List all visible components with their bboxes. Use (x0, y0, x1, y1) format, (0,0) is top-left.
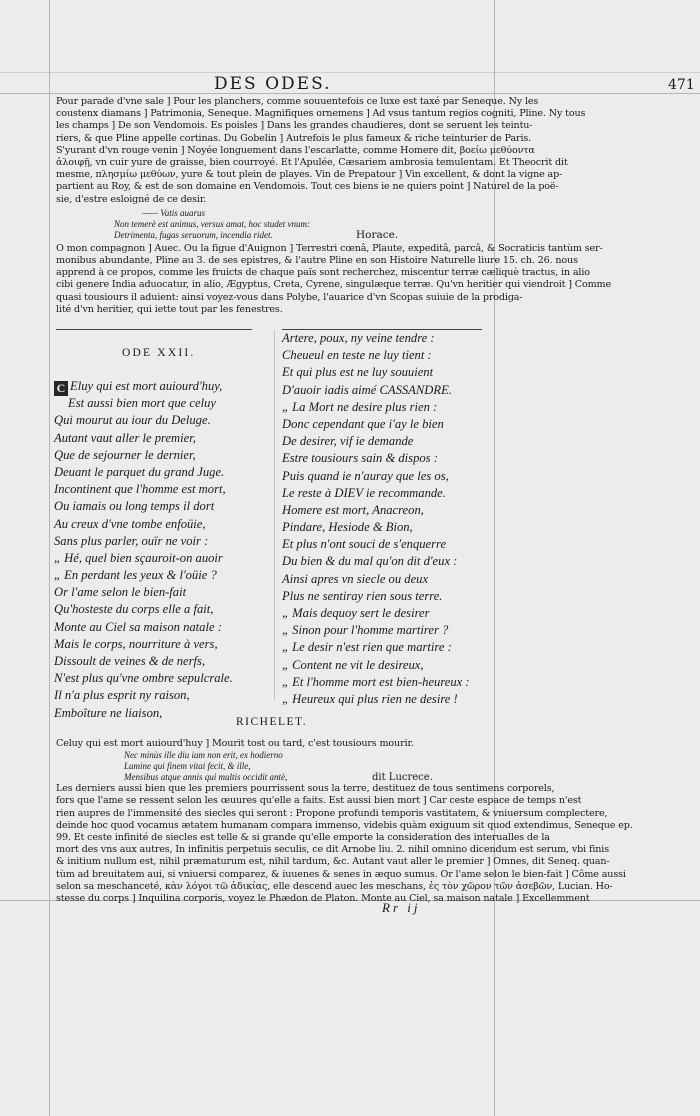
page-number: 471 (668, 77, 695, 93)
poem-line: Pindare, Hesiode & Bion, (282, 520, 413, 535)
poem-line: „ Heureux qui plus rien ne desire ! (282, 691, 458, 706)
poem-line: Artere, poux, ny veine tendre : (282, 331, 435, 345)
poem-line: Estre tousiours sain & dispos : (282, 451, 438, 466)
poem-line: Il n'a plus esprit ny raison, (54, 688, 190, 703)
note-line: monibus abundante, Pline au 3. de ses epistres, & l'autre Pline en son Histoire Naturelle liure 15. ch. 26. nous (56, 255, 578, 267)
poem-line: „ Mais dequoy sert le desirer (282, 606, 430, 620)
poem-line: „ Et l'homme mort est bien-heureux : (282, 674, 470, 689)
verse-line: Nec minùs ille diu iam non erit, ex hodierno (124, 750, 283, 761)
poem-line: „ Hé, quel bien sçauroit-on auoir (54, 550, 223, 565)
poem-line: Autant vaut aller le premier, (54, 430, 196, 445)
note-line: sie, d'estre esloigné de ce desir. (56, 193, 207, 205)
note-line: O mon compagnon ] Auec. Ou la figue d'Auignon ] Terrestri cœnâ, Plaute, expeditâ, parcâ, & Socraticis tantùm ser- (56, 242, 603, 254)
annotation-notes (56, 96, 612, 316)
poem-line-text: Eluy qui est mort auiourd'huy, (70, 379, 223, 393)
note-line: rien aupres de l'immensité des siecles qui seront : Propone profundi temporis vastitatem, & vniuersum complectere, (56, 807, 608, 819)
note-line: Pour parade d'vne sale ] Pour les planchers, comme souuentefois ce luxe est taxé par Seneque. Ny les (56, 96, 539, 107)
poem-line: „ En perdant les yeux & l'oüie ? (54, 568, 217, 583)
note-line: tùm ad breuitatem aui, si vniuersi comparez, & iuuenes & senes in æquo sumus. Or l'ame selon le bien-fait ] Côme aussi (56, 868, 626, 880)
poem-line (54, 378, 233, 395)
note-line: quasi tousiours il aduient: ainsi voyez-vous dans Polybe, l'auarice d'vn Scopas suiuie de la prodiga- (56, 291, 523, 303)
verse-line: Non temerè est animus, versus amat, hoc studet vnum: (114, 218, 310, 229)
note-line: deinde hoc quod vocamus ætatem humanam compara immenso, videbis quàm exiguum sit quod extendimus, Seneque ep. (56, 819, 633, 831)
poem-line: Mais le corps, nourriture à vers, (54, 636, 218, 651)
poem-line: N'est plus qu'vne ombre sepulcrale. (54, 671, 233, 686)
note-line: partient au Roy, & est de son domaine en Vendomois. Tout ces biens ie ne quiers point ] Naturel de la poë- (56, 181, 559, 193)
verse-quote (56, 208, 496, 241)
poem-line: Emboîture ne liaison, (54, 705, 163, 720)
note-line: Les derniers aussi bien que les premiers pourrissent sous la terre, destituez de tous sentimens corporels, (56, 783, 555, 795)
note-line: coustenx diamans ] Patrimonia, Seneque. Magnifiques ornemens ] Ad vsus tantum regios cogniti, Pline. Ny tous (56, 108, 586, 120)
poem-line: Dissoult de veines & de nerfs, (54, 654, 206, 668)
separator-rule-left (56, 329, 252, 330)
poem-line: „ Le desir n'est rien que martire : (282, 640, 452, 655)
commentary-intro: Celuy qui est mort auiourd'huy ] Mourit tost ou tard, c'est tousiours mourir. (56, 738, 414, 749)
note-line: riers, & que Pline appelle cortinas. Du Gobelin ] Autrefois le plus fameux & riche teinturier de Paris. (56, 132, 532, 144)
note-line: ἀλοιφῇ, vn cuir yure de graisse, bien courroyé. Et l'Apulée, Cæsariem ambrosia temulentam. Et Theocrit dit (56, 157, 568, 169)
note-line: apprend à ce propos, comme les fruicts de chaque païs sont recherchez, miscentur terræ cæliquè tractus, in alio (56, 267, 590, 279)
note-line: les champs ] De son Vendomois. Es poisles ] Dans les grandes chaudieres, dont se seruent les teintu- (56, 120, 533, 132)
note-line: fors que l'ame se ressent selon les œuures qu'elle a faits. Est aussi bien mort ] Car ceste espace de temps n'est (56, 795, 582, 807)
note-line: lité d'vn heritier, qui iette tout par les fenestres. (56, 303, 283, 315)
poem-line: Est aussi bien mort que celuy (68, 396, 216, 411)
verse-attribution: Horace. (356, 228, 399, 241)
note-line: cibi genere India aduocatur, in alio, Ægyptus, Creta, Cyrene, singulæque terræ. Qu'vn heritier qui viendroit ] Comme (56, 279, 612, 291)
scan-rule-mid (274, 330, 275, 700)
poem-line: „ Content ne vit le desireux, (282, 657, 424, 672)
poem-line: Puis quand ie n'auray que les os, (282, 468, 449, 483)
ode-title: ODE XXII. (122, 347, 196, 359)
poem-line: Du bien & du mal qu'on dit d'eux : (282, 554, 458, 569)
poem-line: Et qui plus est ne luy souuient (282, 365, 434, 380)
verse-line: Detrimenta, fugas seruorum, incendia ridet. (114, 229, 273, 240)
dropcap-letter: C (54, 381, 68, 396)
poem-line: D'auoir iadis aimé CASSANDRE. (282, 382, 452, 397)
poem-line: Donc cependant que i'ay le bien (282, 416, 444, 431)
poem-line: Homere est mort, Anacreon, (282, 502, 424, 517)
poem-line: Ainsi apres vn siecle ou deux (282, 571, 429, 586)
scan-rule-top-2 (0, 72, 700, 73)
commentary-notes (56, 738, 633, 905)
verse-line: Lumine qui finem vitai fecit, & ille, (124, 761, 251, 772)
poem-line: Que de sejourner le dernier, (54, 447, 196, 462)
poem-line: Qu'hosteste du corps elle a fait, (54, 602, 214, 617)
note-line: & initium nullum est, nihil præmaturum est, nihil tardum, &c. Autant vaut aller le premier ] Omnes, dit Seneq. quan- (56, 856, 610, 868)
poem-left-column (54, 378, 233, 722)
poem-line: Cheueul en teste ne luy tient : (282, 348, 432, 363)
poem-line: Monte au Ciel sa maison natale : (54, 619, 222, 634)
note-line: S'yurant d'vn rouge venin ] Noyée longuement dans l'escarlatte, comme Homere dit, βοείω μεθύοντα (56, 144, 535, 156)
poem-line: „ Sinon pour l'homme martirer ? (282, 623, 449, 638)
poem-line: Au creux d'vne tombe enfoüie, (54, 516, 206, 531)
poem-line: Plus ne sentiray rien sous terre. (282, 588, 443, 603)
verse-line: —— Vatis auarus (142, 207, 206, 218)
note-line: mesme, πλησμίω μεθύων, yure & tout plein de playes. Vin de Prepatour ] Vin excellent, & dont la vigne ap- (56, 169, 563, 181)
note-line: selon sa meschanceté, κὰν λόγοι τῶ ἀδικίας, elle descend auec les meschans, ἐς τὸν χῶρον τῶν ἀσεβῶν, Lucian. Ho- (56, 880, 613, 892)
scan-rule-left (49, 0, 50, 1116)
running-header: DES ODES. (214, 74, 332, 94)
note-line: mort des vns aux autres, In infinitis perpetuis seculis, ce dit Arnobe liu. 2. nihil omnino dicendum est serum, vbi finis (56, 844, 609, 856)
verse-line: Mensibus atque annis qui multis occidit antè, (124, 772, 288, 783)
commentary-verse (56, 750, 496, 783)
commentary-title: RICHELET. (236, 716, 308, 728)
poem-line: Le reste à DIEV ie recommande. (282, 485, 446, 500)
poem-line: Incontinent que l'homme est mort, (54, 482, 226, 497)
verse-attribution: dit Lucrece. (372, 772, 433, 784)
poem-right-column (282, 330, 470, 708)
note-line: 99. Et ceste infinité de siecles est telle & si grande qu'elle emporte la consideration des interualles de la (56, 832, 550, 844)
poem-line: Ou iamais ou long temps il dort (54, 499, 215, 514)
scan-rule-top (0, 93, 700, 94)
poem-line: Qui mourut au iour du Deluge. (54, 413, 211, 428)
signature-mark: Rr ij (382, 900, 421, 915)
poem-line: Sans plus parler, ouïr ne voir : (54, 533, 209, 548)
note-line: stesse du corps ] Inquilina corporis, voyez le Phædon de Platon. Monte au Ciel, sa maison natale ] Excellemment (56, 893, 590, 905)
poem-line: Deuant le parquet du grand Juge. (54, 464, 225, 479)
poem-line: Et plus n'ont souci de s'enquerre (282, 537, 447, 552)
poem-line: Or l'ame selon le bien-fait (54, 585, 187, 600)
poem-line: „ La Mort ne desire plus rien : (282, 399, 438, 414)
poem-line: De desirer, vif ie demande (282, 434, 414, 449)
